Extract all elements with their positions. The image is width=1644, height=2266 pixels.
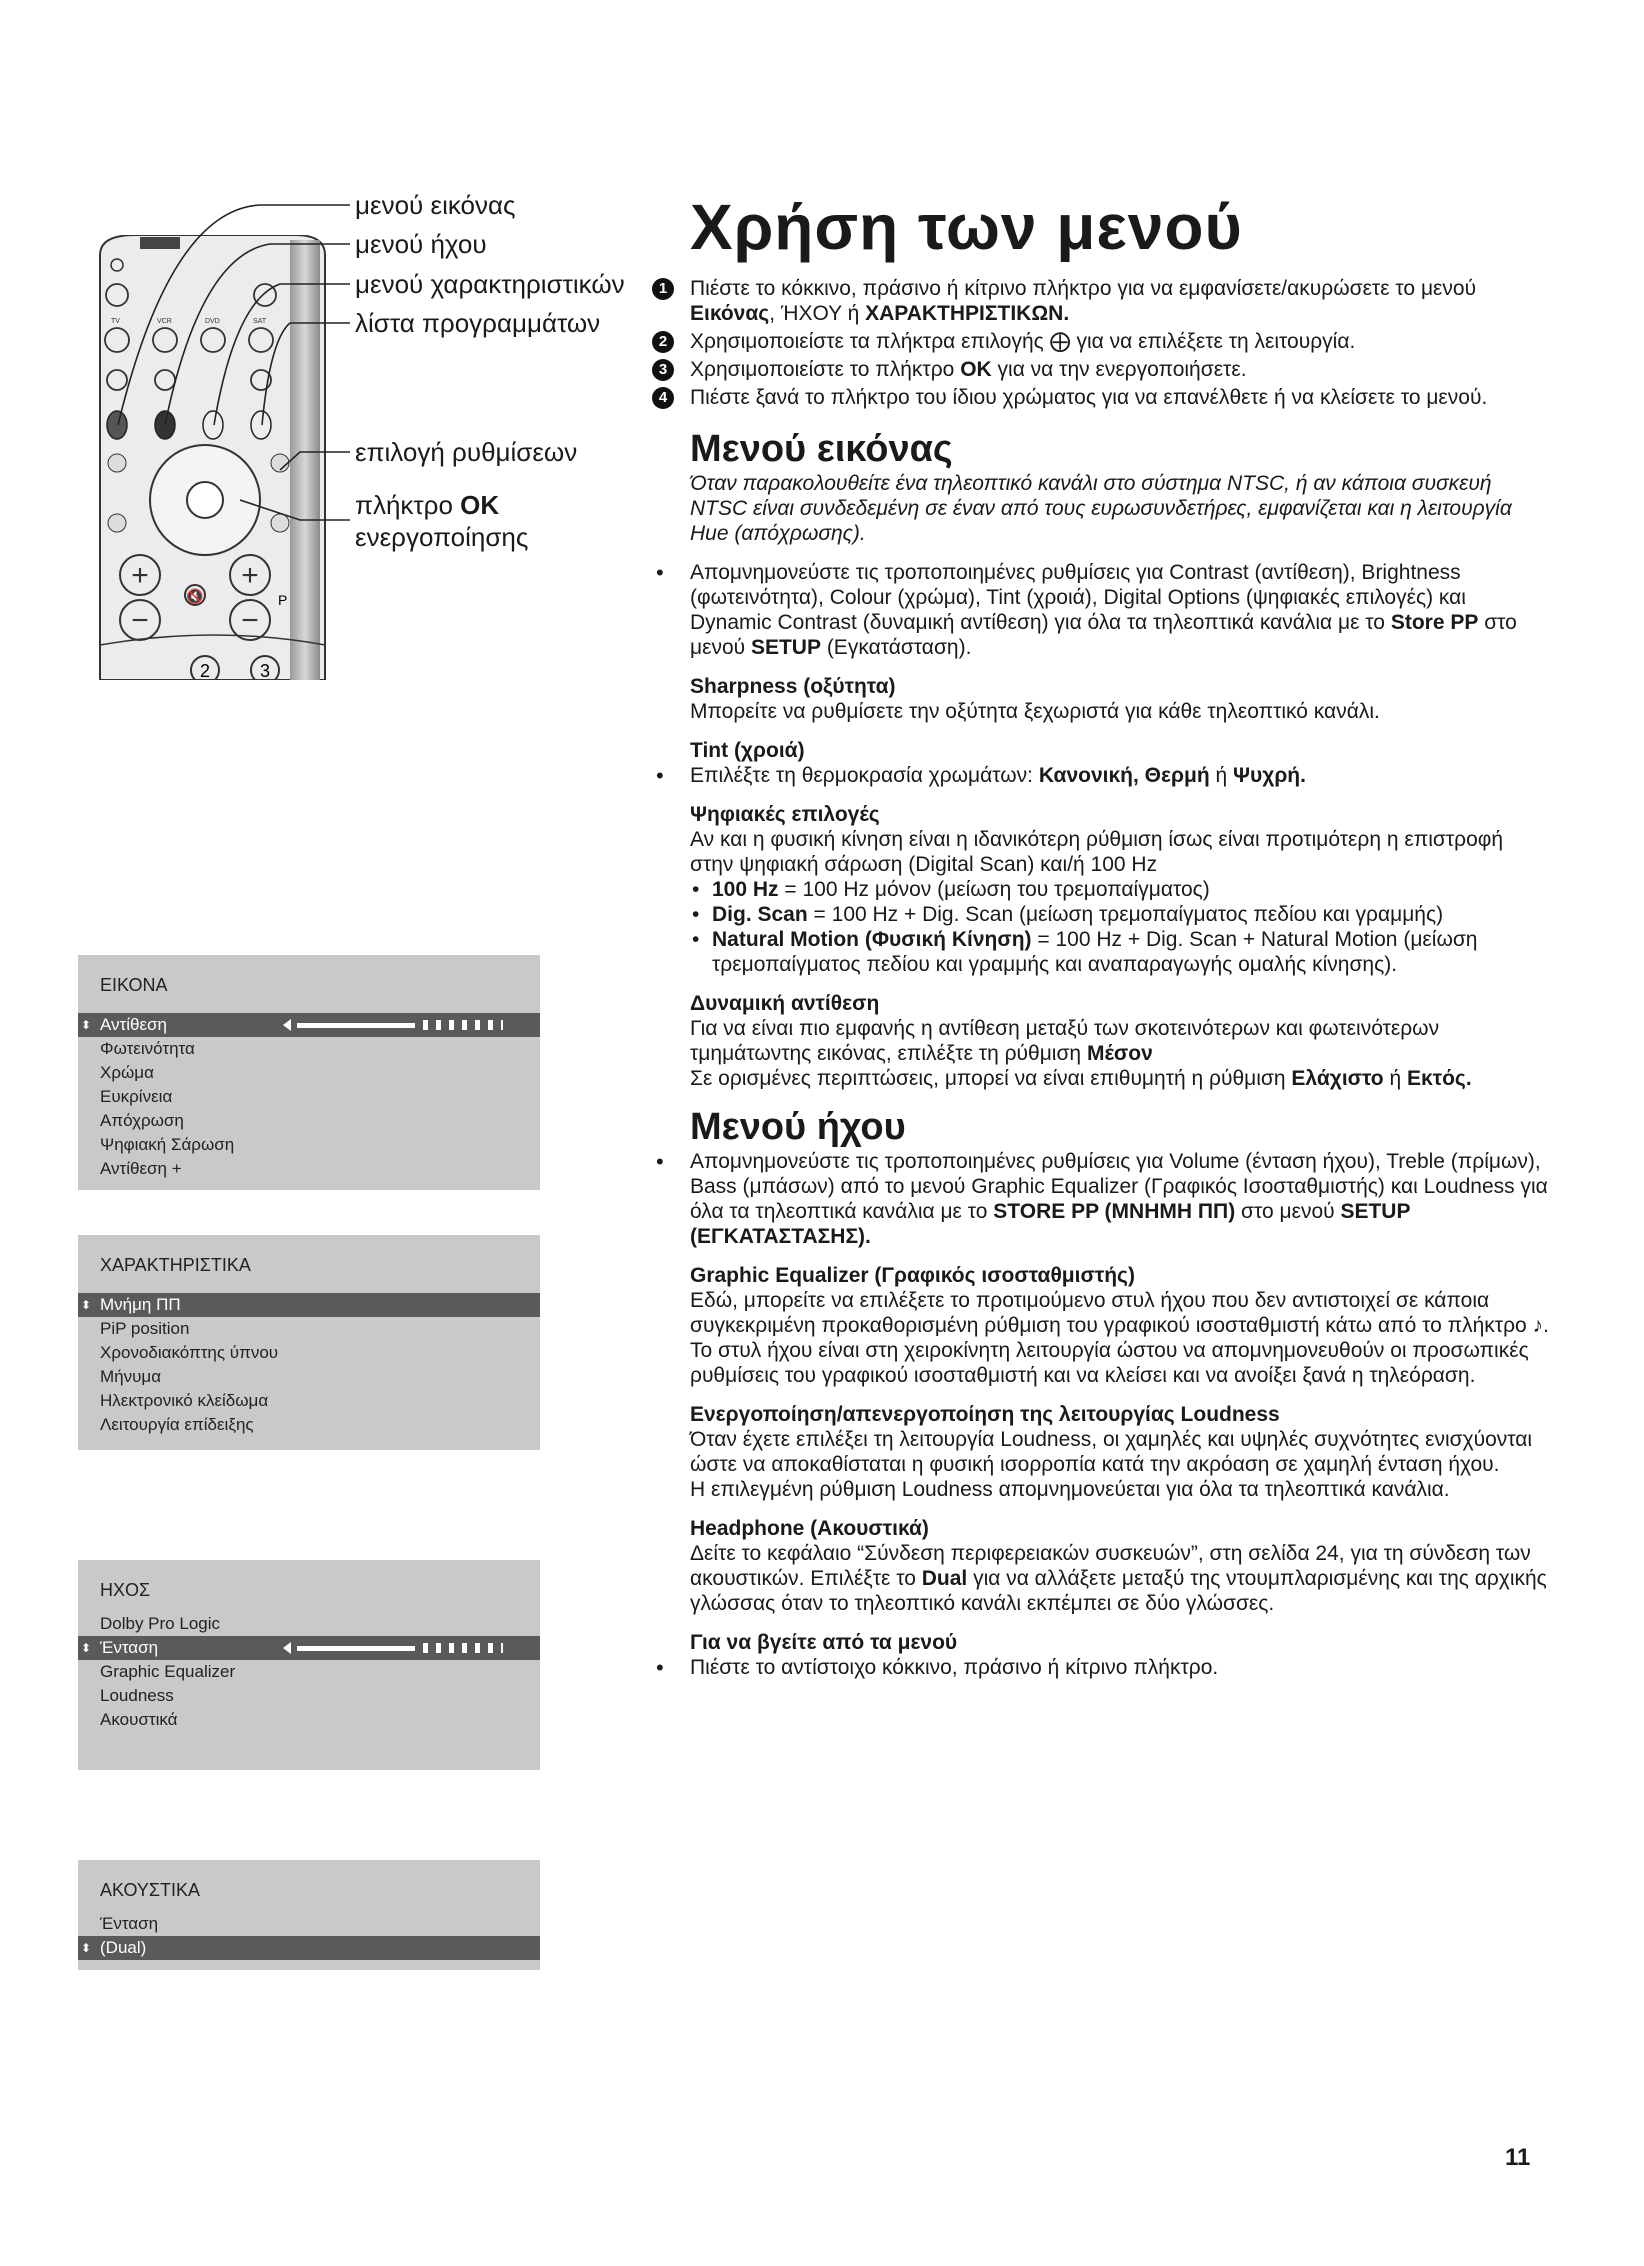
digital-option-item: • Natural Motion (Φυσική Κίνηση) = 100 Hz + Dig. Scan + Natural Motion (μείωση τρεμοπαίγματος πεδίου και γραμμής και αναπαραγωγής ομαλής κίνησης). <box>692 928 1478 976</box>
exit-menus-heading: Για να βγείτε από τα μενού <box>690 1631 958 1654</box>
osd-title: ΧΑΡΑΚΤΗΡΙΣΤΙΚΑ <box>100 1255 251 1275</box>
section-heading-sound: Μενού ήχου <box>690 1106 906 1148</box>
plus-icon: + <box>131 559 149 592</box>
exit-menus-text: • Πιέστε το αντίστοιχο κόκκινο, πράσινο ή κίτρινο πλήκτρο. <box>656 1655 1219 1680</box>
picture-intro: Όταν παρακολουθείτε ένα τηλεοπτικό κανάλι στο σύστημα NTSC, ή αν κάποια συσκευή NTSC είναι συνδεδεμένη σε έναν από τους ευρωσυνδετήρες, εμφανίζεται και η λειτουργία Hue (απόχρωσης). <box>690 472 1512 545</box>
osd-item-contrast[interactable]: ⬍ Αντίθεση <box>78 1013 540 1037</box>
section-heading-picture: Μενού εικόνας <box>690 428 953 470</box>
osd-item[interactable]: Ένταση <box>100 1914 159 1933</box>
osd-title: ΑΚΟΥΣΤΙΚΑ <box>100 1880 201 1900</box>
osd-item[interactable]: Ευκρίνεια <box>100 1087 173 1106</box>
callout-picture-menu: μενού εικόνας <box>355 190 516 220</box>
loudness-text-1: Όταν έχετε επιλέξει τη λειτουργία Loudness, οι χαμηλές και υψηλές συχνότητες ενισχύονται ώστε να αποκαθίσταται η φυσική ισορροπία κατά την ακρόαση σε χαμηλή ένταση ήχου. <box>690 1428 1533 1476</box>
sat-label: SAT <box>253 318 267 325</box>
osd-item[interactable]: Χρονοδιακόπτης ύπνου <box>100 1343 279 1362</box>
dynamic-contrast-heading: Δυναμική αντίθεση <box>690 992 880 1015</box>
osd-features-menu <box>78 1235 540 1450</box>
headphone-text: Δείτε το κεφάλαιο “Σύνδεση περιφερειακών συσκευών”, στη σελίδα 24, για τη σύνδεση των ακουστικών. Επιλέξτε το Dual για να αλλάξετε μεταξύ της ντουμπλαρισμένης και της αρχικής γλώσσας όταν το τηλεοπτικό κανάλι εκπέμπει σε δύο γλώσσες. <box>690 1542 1547 1615</box>
dynamic-contrast-text: Για να είναι πιο εμφανής η αντίθεση μεταξύ των σκοτεινότερων και φωτεινότερων τμημάτωντης εικόνας, επιλέξτε τη ρύθμιση Μέσον Σε ορισμένες περιπτώσεις, μπορεί να είναι επιθυμητή η ρύθμιση Ελάχιστο ή Εκτός. <box>690 1017 1472 1090</box>
cursor-keys-icon: ⨁ <box>1049 330 1071 353</box>
page-title: Χρήση των μενού <box>690 191 1243 263</box>
leader-sound-menu <box>165 244 350 425</box>
osd-item[interactable]: Μήνυμα <box>100 1367 162 1386</box>
sharpness-text: Μπορείτε να ρυθμίσετε την οξύτητα ξεχωριστά για κάθε τηλεοπτικό κανάλι. <box>690 700 1380 723</box>
picture-memo: • Απομνημονεύστε τις τροποποιημένες ρυθμίσεις για Contrast (αντίθεση), Brightness (φωτεινότητα), Colour (χρώμα), Tint (χροιά), Digital Options (ψηφιακές επιλογές) και Dynamic Contrast (δυναμική αντίθεση) για όλα τα τηλεοπτικά κανάλια με το Store PP στο μενού SETUP (Εγκατάσταση). <box>656 560 1517 659</box>
vcr-label: VCR <box>157 318 172 325</box>
step-3: 3 Χρησιμοποιείστε το πλήκτρο OK για να την ενεργοποιήσετε. <box>650 357 1550 382</box>
updown-arrow-icon: ⬍ <box>81 1298 92 1312</box>
osd-item[interactable]: Λειτουργία επίδειξης <box>100 1415 254 1434</box>
osd-item[interactable]: Απόχρωση <box>100 1111 184 1130</box>
osd-item-volume[interactable]: ⬍ Ένταση <box>78 1636 540 1660</box>
osd-item-dual[interactable]: ⬍ (Dual) <box>78 1936 540 1960</box>
contrast-slider[interactable] <box>293 1020 493 1030</box>
minus-icon: − <box>131 604 149 637</box>
osd-item[interactable]: Loudness <box>100 1686 174 1705</box>
osd-item[interactable]: Φωτεινότητα <box>100 1039 195 1058</box>
leader-picture-menu <box>118 205 350 425</box>
digital-option-item: • Dig. Scan = 100 Hz + Dig. Scan (μείωση τρεμοπαίγματος πεδίου και γραμμής) <box>692 903 1444 926</box>
osd-sound-menu <box>78 1560 540 1770</box>
callout-settings-select: επιλογή ρυθμίσεων <box>355 437 578 467</box>
loudness-text-2: Η επιλεγμένη ρύθμιση Loudness απομνημονεύεται για όλα τα τηλεοπτικά κανάλια. <box>690 1478 1450 1501</box>
sound-memo: • Απομνημονεύστε τις τροποποιημένες ρυθμίσεις για Volume (ένταση ήχου), Treble (πρίμων), Bass (μπάσων) από το μενού Graphic Equalizer (Γραφικός Ισοσταθμιστής) και Loudness για όλα τα τηλεοπτικά κανάλια με το STORE PP (ΜΝΗΜΗ ΠΠ) στο μενού SETUP (ΕΓΚΑΤΑΣΤΑΣΗΣ). <box>656 1149 1548 1248</box>
mute-icon: 🔇 <box>186 588 204 604</box>
osd-title: ΕΙΚΟΝΑ <box>100 975 168 995</box>
step-1: 1 Πιέστε το κόκκινο, πράσινο ή κίτρινο πλήκτρο για να εμφανίσετε/ακυρώσετε το μενού Εικόνας, ΉΧΟΥ ή ΧΑΡΑΚΤΗΡΙΣΤΙΚΩΝ. <box>650 276 1550 326</box>
digital-option-item: • 100 Hz = 100 Hz μόνον (μείωση του τρεμοπαίγματος) <box>692 878 1210 901</box>
updown-arrow-icon: ⬍ <box>81 1641 92 1655</box>
osd-item[interactable]: Graphic Equalizer <box>100 1662 236 1681</box>
osd-item[interactable]: PiP position <box>100 1319 190 1338</box>
digital-options-heading: Ψηφιακές επιλογές <box>690 803 880 826</box>
graphic-equalizer-text: Εδώ, μπορείτε να επιλέξετε το προτιμούμενο στυλ ήχου που δεν αντιστοιχεί σε κάποια συγκεκριμένη προκαθορισμένη ρύθμιση του γραφικού ισοσταθμιστή κάτω από το πλήκτρο ♪. Το στυλ ήχου είναι στη χειροκίνητη λειτουργία ώστου να απομνημονευθούν οι προσωπικές ρυθμίσεις του γραφικού ισοσταθμιστή και να κλείσει και να ανοίξει ξανά η τηλεόραση. <box>690 1289 1549 1387</box>
leader-cursor <box>280 452 350 470</box>
digit-3-label: 3 <box>259 661 271 680</box>
sharpness-heading: Sharpness (οξύτητα) <box>690 675 896 698</box>
volume-slider[interactable] <box>293 1643 493 1653</box>
leader-program-list <box>262 323 350 425</box>
digit-2-label: 2 <box>199 661 211 680</box>
osd-item[interactable]: Ηλεκτρονικό κλείδωμα <box>100 1391 269 1410</box>
callout-program-list: λίστα προγραμμάτων <box>355 308 601 338</box>
graphic-equalizer-heading: Graphic Equalizer (Γραφικός ισοσταθμιστής) <box>690 1264 1135 1287</box>
osd-item[interactable]: Χρώμα <box>100 1063 154 1082</box>
updown-arrow-icon: ⬍ <box>81 1018 92 1032</box>
osd-item[interactable]: Ψηφιακή Σάρωση <box>100 1135 235 1154</box>
loudness-heading: Ενεργοποίηση/απενεργοποίηση της λειτουργίας Loudness <box>690 1403 1280 1426</box>
tv-label: TV <box>111 318 120 325</box>
leader-features-menu <box>214 284 350 425</box>
plus-icon: + <box>241 559 259 592</box>
step-2: 2 Χρησιμοποιείστε τα πλήκτρα επιλογής ⨁ για να επιλέξετε τη λειτουργία. <box>650 329 1550 354</box>
digital-options-text: Αν και η φυσική κίνηση είναι η ιδανικότερη ρύθμιση ίσως είναι προτιμότερη η επιστροφή στην ψηφιακή σάρωση (Digital Scan) και/ή 100 Hz <box>690 828 1504 876</box>
osd-headphone-menu <box>78 1860 540 1970</box>
step-4: 4 Πιέστε ξανά το πλήκτρο του ίδιου χρώματος για να επανέλθετε ή να κλείσετε το μενού. <box>650 385 1550 410</box>
music-note-icon: ♪ <box>1532 1314 1544 1337</box>
callout-ok-key: πλήκτρο OK <box>355 490 500 520</box>
callout-features-menu: μενού χαρακτηριστικών <box>355 269 625 299</box>
main-content <box>650 190 1550 1680</box>
callout-sound-menu: μενού ήχου <box>355 229 487 259</box>
tint-text: • Επιλέξτε τη θερμοκρασία χρωμάτων: Κανονική, Θερμή ή Ψυχρή. <box>656 763 1306 788</box>
tint-heading: Tint (χροιά) <box>690 739 805 762</box>
osd-item[interactable]: Ακουστικά <box>100 1710 178 1729</box>
osd-picture-menu <box>78 955 540 1190</box>
headphone-heading: Headphone (Ακουστικά) <box>690 1517 929 1540</box>
leader-ok <box>240 500 350 520</box>
p-label: P <box>278 592 288 608</box>
osd-item[interactable]: Αντίθεση + <box>100 1159 182 1178</box>
page-number: 11 <box>1505 2144 1531 2171</box>
minus-icon: − <box>241 604 259 637</box>
updown-arrow-icon: ⬍ <box>81 1941 92 1955</box>
osd-title: ΗΧΟΣ <box>100 1580 151 1600</box>
callout-leaders <box>0 0 360 560</box>
osd-item-pip-memory[interactable]: ⬍ Μνήμη ΠΠ <box>78 1293 540 1317</box>
osd-item[interactable]: Dolby Pro Logic <box>100 1614 221 1633</box>
callout-ok-activation: ενεργοποίησης <box>355 522 529 552</box>
dvd-label: DVD <box>205 318 220 325</box>
